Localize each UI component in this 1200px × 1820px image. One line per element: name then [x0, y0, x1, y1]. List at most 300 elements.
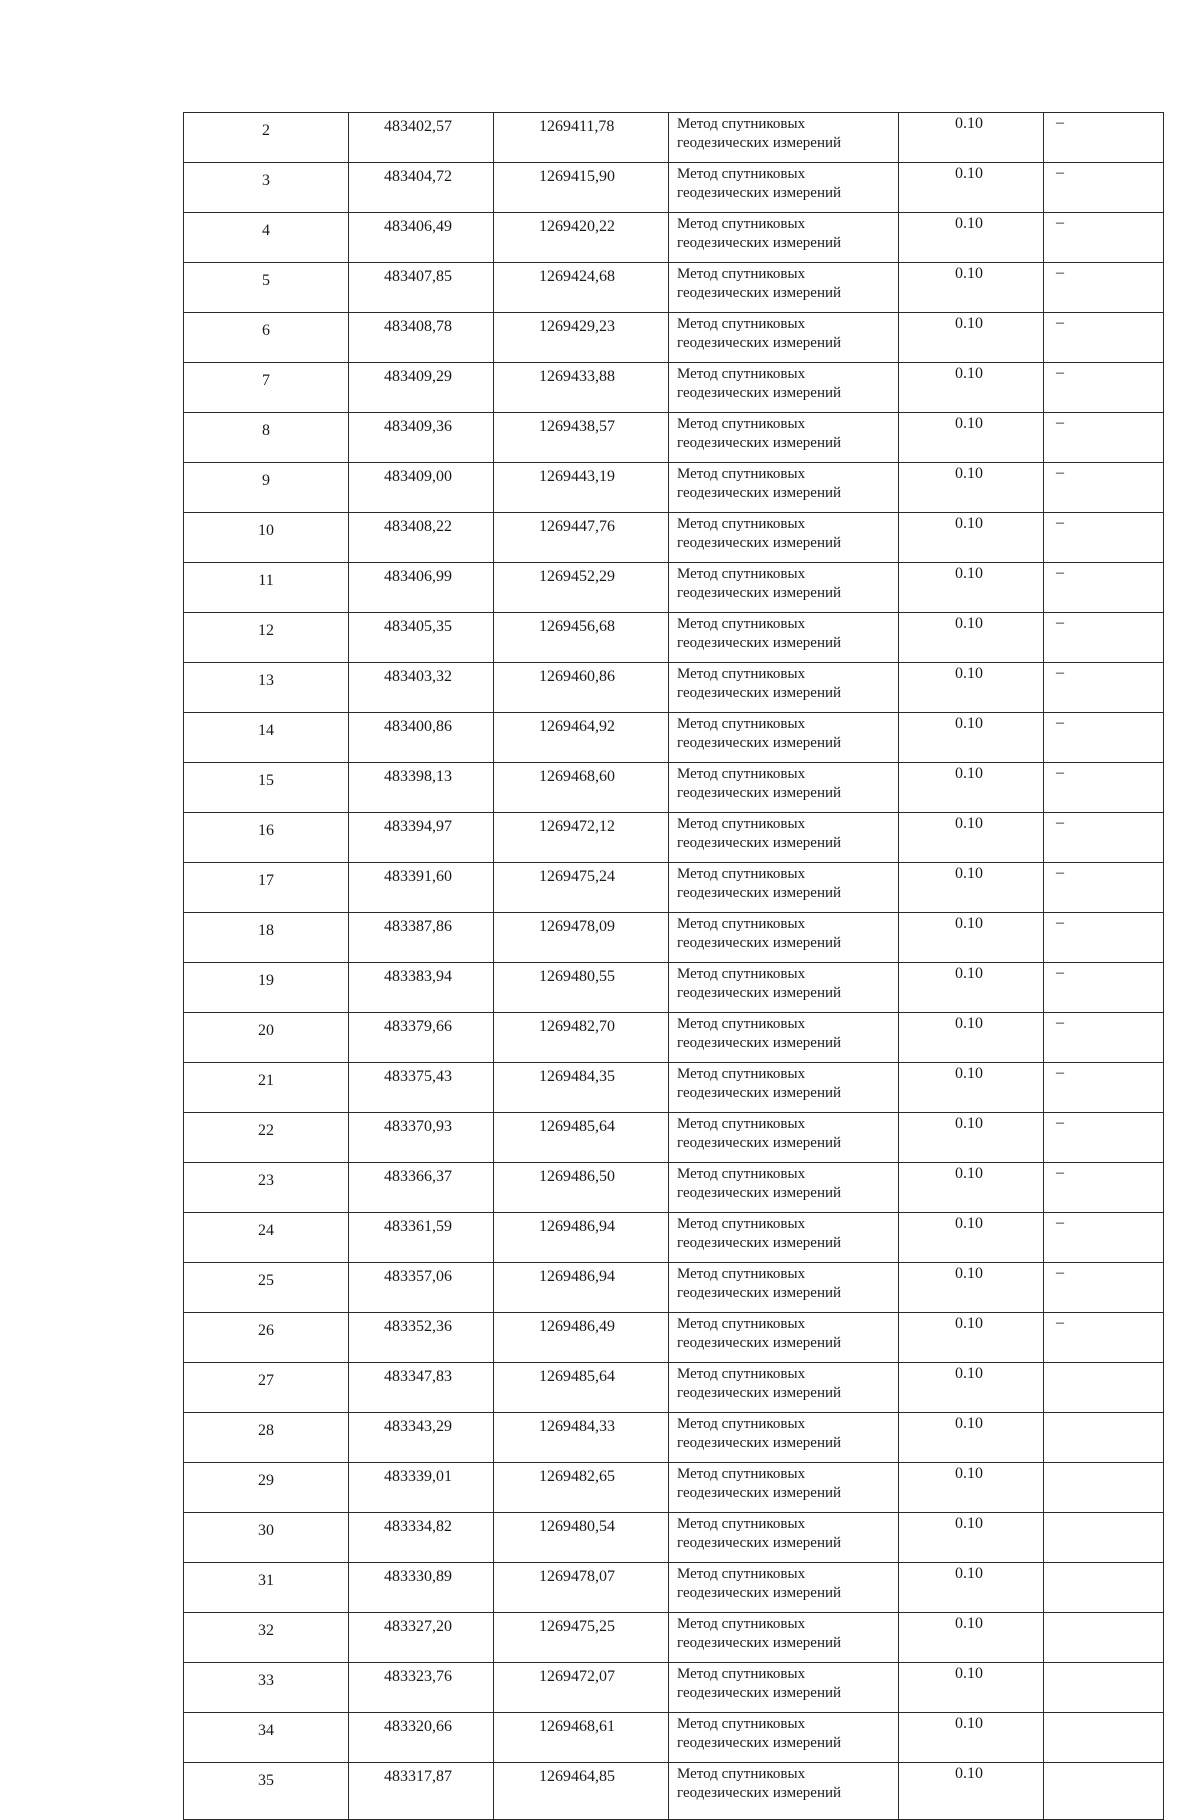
note-cell: –: [1044, 1113, 1164, 1163]
method-line-1: Метод спутниковых: [677, 716, 806, 732]
accuracy-cell: 0.10: [899, 463, 1044, 513]
note-cell: –: [1044, 1263, 1164, 1313]
accuracy-cell: 0.10: [899, 1763, 1044, 1820]
accuracy-cell: 0.10: [899, 113, 1044, 163]
method-cell: [669, 1563, 899, 1613]
method-line-2: геодезических измерений: [677, 485, 842, 501]
table-row: [184, 813, 1164, 863]
method-cell: [669, 313, 899, 363]
accuracy-cell: 0.10: [899, 1713, 1044, 1763]
method-line-1: Метод спутниковых: [677, 216, 806, 232]
accuracy-cell: 0.10: [899, 1613, 1044, 1663]
method-cell: [669, 163, 899, 213]
note-cell: –: [1044, 1013, 1164, 1063]
x-coordinate-cell: 483409,29: [349, 363, 494, 413]
note-cell: –: [1044, 713, 1164, 763]
method-line-1: Метод спутниковых: [677, 1466, 806, 1482]
method-line-2: геодезических измерений: [677, 1585, 842, 1601]
y-coordinate-cell: 1269484,33: [494, 1413, 669, 1463]
x-coordinate-cell: 483400,86: [349, 713, 494, 763]
table-row: [184, 1313, 1164, 1363]
y-coordinate-cell: 1269443,19: [494, 463, 669, 513]
x-coordinate-cell: 483406,99: [349, 563, 494, 613]
table-row: [184, 163, 1164, 213]
y-coordinate-cell: 1269452,29: [494, 563, 669, 613]
method-cell: [669, 213, 899, 263]
y-coordinate-cell: 1269429,23: [494, 313, 669, 363]
method-line-1: Метод спутниковых: [677, 766, 806, 782]
accuracy-cell: 0.10: [899, 313, 1044, 363]
table-row: [184, 563, 1164, 613]
method-line-2: геодезических измерений: [677, 885, 842, 901]
note-cell: –: [1044, 1163, 1164, 1213]
method-line-2: геодезических измерений: [677, 1435, 842, 1451]
method-cell: [669, 1313, 899, 1363]
coordinates-sheet: [183, 112, 1163, 1820]
method-line-2: геодезических измерений: [677, 635, 842, 651]
accuracy-cell: 0.10: [899, 963, 1044, 1013]
y-coordinate-cell: 1269486,94: [494, 1263, 669, 1313]
x-coordinate-cell: 483366,37: [349, 1163, 494, 1213]
method-line-1: Метод спутниковых: [677, 816, 806, 832]
x-coordinate-cell: 483352,36: [349, 1313, 494, 1363]
y-coordinate-cell: 1269464,85: [494, 1763, 669, 1820]
note-cell: –: [1044, 1313, 1164, 1363]
note-cell: –: [1044, 613, 1164, 663]
accuracy-cell: 0.10: [899, 1213, 1044, 1263]
x-coordinate-cell: 483383,94: [349, 963, 494, 1013]
y-coordinate-cell: 1269447,76: [494, 513, 669, 563]
point-number-cell: 2: [184, 113, 349, 163]
accuracy-cell: 0.10: [899, 913, 1044, 963]
method-line-1: Метод спутниковых: [677, 966, 806, 982]
x-coordinate-cell: 483387,86: [349, 913, 494, 963]
table-row: [184, 1563, 1164, 1613]
x-coordinate-cell: 483339,01: [349, 1463, 494, 1513]
table-row: [184, 1013, 1164, 1063]
method-line-1: Метод спутниковых: [677, 1366, 806, 1382]
point-number-cell: 15: [184, 763, 349, 813]
point-number-cell: 23: [184, 1163, 349, 1213]
x-coordinate-cell: 483357,06: [349, 1263, 494, 1313]
method-line-2: геодезических измерений: [677, 535, 842, 551]
accuracy-cell: 0.10: [899, 1513, 1044, 1563]
method-line-1: Метод спутниковых: [677, 516, 806, 532]
note-cell: –: [1044, 563, 1164, 613]
accuracy-cell: 0.10: [899, 213, 1044, 263]
method-line-1: Метод спутниковых: [677, 166, 806, 182]
x-coordinate-cell: 483375,43: [349, 1063, 494, 1113]
accuracy-cell: 0.10: [899, 663, 1044, 713]
note-cell: –: [1044, 263, 1164, 313]
table-row: [184, 1513, 1164, 1563]
point-number-cell: 3: [184, 163, 349, 213]
accuracy-cell: 0.10: [899, 1463, 1044, 1513]
note-cell: [1044, 1463, 1164, 1513]
method-cell: [669, 1463, 899, 1513]
accuracy-cell: 0.10: [899, 513, 1044, 563]
accuracy-cell: 0.10: [899, 1163, 1044, 1213]
y-coordinate-cell: 1269478,09: [494, 913, 669, 963]
x-coordinate-cell: 483409,36: [349, 413, 494, 463]
table-row: [184, 1063, 1164, 1113]
y-coordinate-cell: 1269456,68: [494, 613, 669, 663]
method-line-2: геодезических измерений: [677, 985, 842, 1001]
point-number-cell: 21: [184, 1063, 349, 1113]
accuracy-cell: 0.10: [899, 863, 1044, 913]
note-cell: [1044, 1513, 1164, 1563]
method-line-1: Метод спутниковых: [677, 666, 806, 682]
point-number-cell: 5: [184, 263, 349, 313]
note-cell: –: [1044, 1063, 1164, 1113]
note-cell: –: [1044, 513, 1164, 563]
method-line-2: геодезических измерений: [677, 1685, 842, 1701]
point-number-cell: 10: [184, 513, 349, 563]
method-cell: [669, 1063, 899, 1113]
table-row: [184, 213, 1164, 263]
method-line-2: геодезических измерений: [677, 785, 842, 801]
y-coordinate-cell: 1269480,55: [494, 963, 669, 1013]
y-coordinate-cell: 1269475,24: [494, 863, 669, 913]
point-number-cell: 25: [184, 1263, 349, 1313]
table-row: [184, 1213, 1164, 1263]
y-coordinate-cell: 1269484,35: [494, 1063, 669, 1113]
table-row: [184, 963, 1164, 1013]
table-row: [184, 613, 1164, 663]
y-coordinate-cell: 1269472,12: [494, 813, 669, 863]
method-cell: [669, 1713, 899, 1763]
method-line-2: геодезических измерений: [677, 835, 842, 851]
x-coordinate-cell: 483404,72: [349, 163, 494, 213]
point-number-cell: 13: [184, 663, 349, 713]
point-number-cell: 16: [184, 813, 349, 863]
table-row: [184, 863, 1164, 913]
note-cell: [1044, 1563, 1164, 1613]
table-row: [184, 1263, 1164, 1313]
point-number-cell: 9: [184, 463, 349, 513]
note-cell: –: [1044, 163, 1164, 213]
method-cell: [669, 713, 899, 763]
table-row: [184, 413, 1164, 463]
table-row: [184, 113, 1164, 163]
method-line-2: геодезических измерений: [677, 1535, 842, 1551]
x-coordinate-cell: 483361,59: [349, 1213, 494, 1263]
note-cell: –: [1044, 313, 1164, 363]
method-cell: [669, 263, 899, 313]
point-number-cell: 18: [184, 913, 349, 963]
accuracy-cell: 0.10: [899, 1663, 1044, 1713]
accuracy-cell: 0.10: [899, 763, 1044, 813]
x-coordinate-cell: 483406,49: [349, 213, 494, 263]
point-number-cell: 35: [184, 1763, 349, 1820]
accuracy-cell: 0.10: [899, 363, 1044, 413]
accuracy-cell: 0.10: [899, 1113, 1044, 1163]
point-number-cell: 32: [184, 1613, 349, 1663]
method-cell: [669, 413, 899, 463]
table-row: [184, 263, 1164, 313]
y-coordinate-cell: 1269475,25: [494, 1613, 669, 1663]
method-line-2: геодезических измерений: [677, 335, 842, 351]
method-cell: [669, 1663, 899, 1713]
method-cell: [669, 1163, 899, 1213]
accuracy-cell: 0.10: [899, 1563, 1044, 1613]
method-cell: [669, 1613, 899, 1663]
point-number-cell: 20: [184, 1013, 349, 1063]
point-number-cell: 28: [184, 1413, 349, 1463]
method-line-2: геодезических измерений: [677, 1235, 842, 1251]
method-line-1: Метод спутниковых: [677, 416, 806, 432]
method-cell: [669, 1363, 899, 1413]
y-coordinate-cell: 1269411,78: [494, 113, 669, 163]
x-coordinate-cell: 483402,57: [349, 113, 494, 163]
method-cell: [669, 513, 899, 563]
method-cell: [669, 1113, 899, 1163]
method-cell: [669, 613, 899, 663]
method-cell: [669, 1213, 899, 1263]
method-line-1: Метод спутниковых: [677, 1516, 806, 1532]
y-coordinate-cell: 1269424,68: [494, 263, 669, 313]
method-line-1: Метод спутниковых: [677, 916, 806, 932]
accuracy-cell: 0.10: [899, 1313, 1044, 1363]
method-line-2: геодезических измерений: [677, 585, 842, 601]
note-cell: –: [1044, 1213, 1164, 1263]
method-line-2: геодезических измерений: [677, 1135, 842, 1151]
method-line-2: геодезических измерений: [677, 1485, 842, 1501]
point-number-cell: 34: [184, 1713, 349, 1763]
method-line-1: Метод спутниковых: [677, 1216, 806, 1232]
method-line-2: геодезических измерений: [677, 235, 842, 251]
note-cell: –: [1044, 863, 1164, 913]
method-line-1: Метод спутниковых: [677, 1166, 806, 1182]
x-coordinate-cell: 483408,22: [349, 513, 494, 563]
x-coordinate-cell: 483327,20: [349, 1613, 494, 1663]
method-line-1: Метод спутниковых: [677, 1016, 806, 1032]
method-line-2: геодезических измерений: [677, 1785, 842, 1801]
method-line-1: Метод спутниковых: [677, 466, 806, 482]
point-number-cell: 29: [184, 1463, 349, 1513]
method-cell: [669, 1013, 899, 1063]
x-coordinate-cell: 483370,93: [349, 1113, 494, 1163]
point-number-cell: 22: [184, 1113, 349, 1163]
y-coordinate-cell: 1269486,50: [494, 1163, 669, 1213]
method-line-2: геодезических измерений: [677, 1035, 842, 1051]
x-coordinate-cell: 483343,29: [349, 1413, 494, 1463]
method-cell: [669, 913, 899, 963]
x-coordinate-cell: 483405,35: [349, 613, 494, 663]
method-line-1: Метод спутниковых: [677, 366, 806, 382]
table-row: [184, 1113, 1164, 1163]
note-cell: [1044, 1413, 1164, 1463]
method-cell: [669, 963, 899, 1013]
method-line-1: Метод спутниковых: [677, 316, 806, 332]
method-line-1: Метод спутниковых: [677, 1666, 806, 1682]
accuracy-cell: 0.10: [899, 413, 1044, 463]
accuracy-cell: 0.10: [899, 713, 1044, 763]
note-cell: [1044, 1713, 1164, 1763]
method-line-2: геодезических измерений: [677, 385, 842, 401]
y-coordinate-cell: 1269433,88: [494, 363, 669, 413]
note-cell: –: [1044, 763, 1164, 813]
x-coordinate-cell: 483317,87: [349, 1763, 494, 1820]
method-line-2: геодезических измерений: [677, 935, 842, 951]
table-row: [184, 1613, 1164, 1663]
method-line-1: Метод спутниковых: [677, 1116, 806, 1132]
x-coordinate-cell: 483398,13: [349, 763, 494, 813]
y-coordinate-cell: 1269464,92: [494, 713, 669, 763]
x-coordinate-cell: 483409,00: [349, 463, 494, 513]
table-row: [184, 1413, 1164, 1463]
table-row: [184, 1463, 1164, 1513]
coordinates-table: [183, 112, 1164, 1820]
method-line-2: геодезических измерений: [677, 135, 842, 151]
accuracy-cell: 0.10: [899, 1413, 1044, 1463]
point-number-cell: 6: [184, 313, 349, 363]
method-line-2: геодезических измерений: [677, 1185, 842, 1201]
method-line-2: геодезических измерений: [677, 685, 842, 701]
note-cell: [1044, 1613, 1164, 1663]
method-cell: [669, 863, 899, 913]
note-cell: –: [1044, 813, 1164, 863]
x-coordinate-cell: 483347,83: [349, 1363, 494, 1413]
note-cell: –: [1044, 663, 1164, 713]
method-line-2: геодезических измерений: [677, 285, 842, 301]
x-coordinate-cell: 483320,66: [349, 1713, 494, 1763]
table-row: [184, 363, 1164, 413]
point-number-cell: 31: [184, 1563, 349, 1613]
point-number-cell: 24: [184, 1213, 349, 1263]
method-cell: [669, 1513, 899, 1563]
note-cell: –: [1044, 213, 1164, 263]
method-line-2: геодезических измерений: [677, 1335, 842, 1351]
accuracy-cell: 0.10: [899, 813, 1044, 863]
y-coordinate-cell: 1269460,86: [494, 663, 669, 713]
method-cell: [669, 1263, 899, 1313]
table-row: [184, 1163, 1164, 1213]
note-cell: [1044, 1663, 1164, 1713]
table-row: [184, 913, 1164, 963]
note-cell: –: [1044, 113, 1164, 163]
x-coordinate-cell: 483323,76: [349, 1663, 494, 1713]
table-body: [184, 113, 1164, 1820]
table-row: [184, 513, 1164, 563]
table-row: [184, 763, 1164, 813]
x-coordinate-cell: 483408,78: [349, 313, 494, 363]
method-line-1: Метод спутниковых: [677, 866, 806, 882]
x-coordinate-cell: 483407,85: [349, 263, 494, 313]
accuracy-cell: 0.10: [899, 613, 1044, 663]
accuracy-cell: 0.10: [899, 1263, 1044, 1313]
x-coordinate-cell: 483391,60: [349, 863, 494, 913]
y-coordinate-cell: 1269468,60: [494, 763, 669, 813]
y-coordinate-cell: 1269478,07: [494, 1563, 669, 1613]
point-number-cell: 11: [184, 563, 349, 613]
method-line-1: Метод спутниковых: [677, 1566, 806, 1582]
y-coordinate-cell: 1269468,61: [494, 1713, 669, 1763]
table-row: [184, 1763, 1164, 1820]
note-cell: [1044, 1763, 1164, 1820]
method-cell: [669, 363, 899, 413]
point-number-cell: 26: [184, 1313, 349, 1363]
x-coordinate-cell: 483379,66: [349, 1013, 494, 1063]
method-line-1: Метод спутниковых: [677, 1266, 806, 1282]
method-line-2: геодезических измерений: [677, 1735, 842, 1751]
point-number-cell: 14: [184, 713, 349, 763]
method-line-2: геодезических измерений: [677, 1285, 842, 1301]
table-row: [184, 1363, 1164, 1413]
point-number-cell: 33: [184, 1663, 349, 1713]
method-line-1: Метод спутниковых: [677, 616, 806, 632]
x-coordinate-cell: 483334,82: [349, 1513, 494, 1563]
note-cell: –: [1044, 413, 1164, 463]
y-coordinate-cell: 1269482,70: [494, 1013, 669, 1063]
point-number-cell: 19: [184, 963, 349, 1013]
method-cell: [669, 1763, 899, 1820]
point-number-cell: 27: [184, 1363, 349, 1413]
method-line-2: геодезических измерений: [677, 185, 842, 201]
table-row: [184, 1663, 1164, 1713]
accuracy-cell: 0.10: [899, 1363, 1044, 1413]
y-coordinate-cell: 1269415,90: [494, 163, 669, 213]
method-line-2: геодезических измерений: [677, 735, 842, 751]
y-coordinate-cell: 1269482,65: [494, 1463, 669, 1513]
x-coordinate-cell: 483330,89: [349, 1563, 494, 1613]
point-number-cell: 4: [184, 213, 349, 263]
method-line-1: Метод спутниковых: [677, 1616, 806, 1632]
y-coordinate-cell: 1269480,54: [494, 1513, 669, 1563]
method-cell: [669, 663, 899, 713]
point-number-cell: 17: [184, 863, 349, 913]
method-line-1: Метод спутниковых: [677, 1716, 806, 1732]
accuracy-cell: 0.10: [899, 263, 1044, 313]
method-cell: [669, 1413, 899, 1463]
point-number-cell: 7: [184, 363, 349, 413]
method-line-1: Метод спутниковых: [677, 1416, 806, 1432]
method-cell: [669, 463, 899, 513]
note-cell: –: [1044, 363, 1164, 413]
method-line-1: Метод спутниковых: [677, 116, 806, 132]
y-coordinate-cell: 1269485,64: [494, 1113, 669, 1163]
method-line-1: Метод спутниковых: [677, 1766, 806, 1782]
accuracy-cell: 0.10: [899, 163, 1044, 213]
table-row: [184, 663, 1164, 713]
y-coordinate-cell: 1269485,64: [494, 1363, 669, 1413]
method-cell: [669, 113, 899, 163]
y-coordinate-cell: 1269486,49: [494, 1313, 669, 1363]
method-line-2: геодезических измерений: [677, 435, 842, 451]
note-cell: –: [1044, 963, 1164, 1013]
accuracy-cell: 0.10: [899, 563, 1044, 613]
method-cell: [669, 763, 899, 813]
table-row: [184, 313, 1164, 363]
table-row: [184, 1713, 1164, 1763]
x-coordinate-cell: 483403,32: [349, 663, 494, 713]
y-coordinate-cell: 1269486,94: [494, 1213, 669, 1263]
table-row: [184, 713, 1164, 763]
method-line-2: геодезических измерений: [677, 1085, 842, 1101]
note-cell: –: [1044, 913, 1164, 963]
note-cell: –: [1044, 463, 1164, 513]
accuracy-cell: 0.10: [899, 1013, 1044, 1063]
method-line-1: Метод спутниковых: [677, 566, 806, 582]
method-line-2: геодезических измерений: [677, 1635, 842, 1651]
note-cell: [1044, 1363, 1164, 1413]
method-line-1: Метод спутниковых: [677, 1316, 806, 1332]
method-line-2: геодезических измерений: [677, 1385, 842, 1401]
method-cell: [669, 563, 899, 613]
accuracy-cell: 0.10: [899, 1063, 1044, 1113]
x-coordinate-cell: 483394,97: [349, 813, 494, 863]
y-coordinate-cell: 1269472,07: [494, 1663, 669, 1713]
